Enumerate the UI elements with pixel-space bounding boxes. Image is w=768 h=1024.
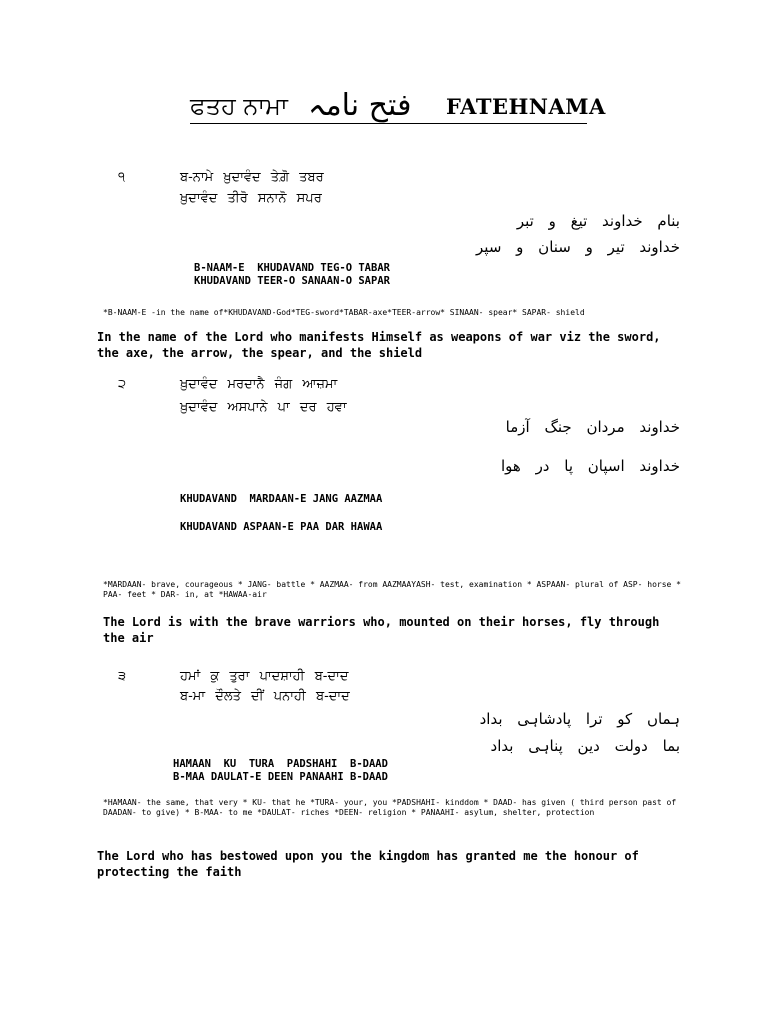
title-urdu: فتح نامہ bbox=[308, 88, 412, 123]
verse-transliteration-line-1: B-NAAM-E KHUDAVAND TEG-O TABAR bbox=[194, 262, 390, 274]
verse-translation: The Lord who has bestowed upon you the kingdom has granted me the honour of protecting the faith bbox=[97, 849, 639, 879]
verse-number: ੨ bbox=[118, 377, 127, 392]
page-title bbox=[190, 88, 606, 128]
verse-gloss: *HAMAAN- the same, that very * KU- that he *TURA- your, you *PADSHAHI- kinddom * DAAD- has given ( third person past of DAADAN- to give) * B-MAA- to me *DAULAT- riches *DEEN- religion * PANAAHI- asylum, shelter, protection bbox=[103, 798, 677, 817]
verse-gurmukhi-line-1: ਖ਼ੁਦਾਵੰਦ ਮਰਦਾਨੈ ਜੰਗ ਆਜ਼ਮਾ bbox=[180, 377, 338, 392]
verse-number: ੩ bbox=[118, 669, 127, 684]
verse-urdu-line-2: بما دولت دین پناہی بداد bbox=[490, 737, 680, 755]
verse-transliteration-line-2: KHUDAVAND ASPAAN-E PAA DAR HAWAA bbox=[180, 521, 383, 533]
verse-transliteration-line-1: KHUDAVAND MARDAAN-E JANG AAZMAA bbox=[180, 493, 383, 505]
title-english: FATEHNAMA bbox=[446, 94, 606, 119]
verse-gurmukhi-line-2: ਖ਼ੁਦਾਵੰਦ ਅਸਪਾਨੇ ਪਾ ਦਰ ਹਵਾ bbox=[180, 400, 347, 415]
verse-gurmukhi-line-1: ਬ-ਨਾਮੇ ਖ਼ੁਦਾਵੰਦ ਤੇਗ਼ੋ ਤਬਰ bbox=[180, 170, 324, 185]
verse-number: ੧ bbox=[118, 170, 126, 185]
verse-gloss: *B-NAAM-E -in the name of*KHUDAVAND-God*TEG-sword*TABAR-axe*TEER-arrow* SINAAN- spear* SAPAR- shield bbox=[103, 308, 585, 317]
title-underline bbox=[190, 123, 587, 124]
verse-transliteration-line-1: HAMAAN KU TURA PADSHAHI B-DAAD bbox=[173, 758, 388, 770]
verse-gurmukhi-line-2: ਖ਼ੁਦਾਵੰਦ ਤੀਰੋ ਸਨਾਨੋ ਸਪਰ bbox=[180, 191, 322, 206]
verse-gloss: *MARDAAN- brave, courageous * JANG- battle * AAZMAA- from AAZMAAYASH- test, examination * ASPAAN- plural of ASP- horse * PAA- feet * DAR- in, at *HAWAA-air bbox=[103, 580, 681, 599]
verse-urdu-line-2: خداوند اسپان پا در ھوا bbox=[500, 457, 680, 475]
verse-urdu-line-1: بنام خداوند تیغ و تبر bbox=[516, 212, 680, 230]
verse-transliteration-line-2: KHUDAVAND TEER-O SANAAN-O SAPAR bbox=[194, 275, 390, 287]
verse-translation: In the name of the Lord who manifests Himself as weapons of war viz the sword, the axe, the arrow, the spear, and the shield bbox=[97, 330, 661, 360]
verse-gurmukhi-line-2: ਬ-ਮਾ ਦੌਲਤੇ ਦੀਂ ਪਨਾਹੀ ਬ-ਦਾਦ bbox=[180, 689, 350, 704]
verse-gurmukhi-line-1: ਹਮਾਂ ਕੁ ਤੁਰਾ ਪਾਦਸ਼ਾਹੀ ਬ-ਦਾਦ bbox=[180, 669, 349, 684]
verse-urdu-line-1: ہماں کو ترا پادشاہی بداد bbox=[479, 710, 680, 728]
verse-translation: The Lord is with the brave warriors who, mounted on their horses, fly through the air bbox=[103, 615, 660, 645]
verse-urdu-line-1: خداوند مردان جنگ آزما bbox=[505, 418, 680, 436]
verse-urdu-line-2: خداوند تیر و سنان و سپر bbox=[476, 238, 680, 256]
title-gurmukhi: ਫਤਹ ਨਾਮਾ bbox=[190, 92, 288, 120]
verse-transliteration-line-2: B-MAA DAULAT-E DEEN PANAAHI B-DAAD bbox=[173, 771, 388, 783]
